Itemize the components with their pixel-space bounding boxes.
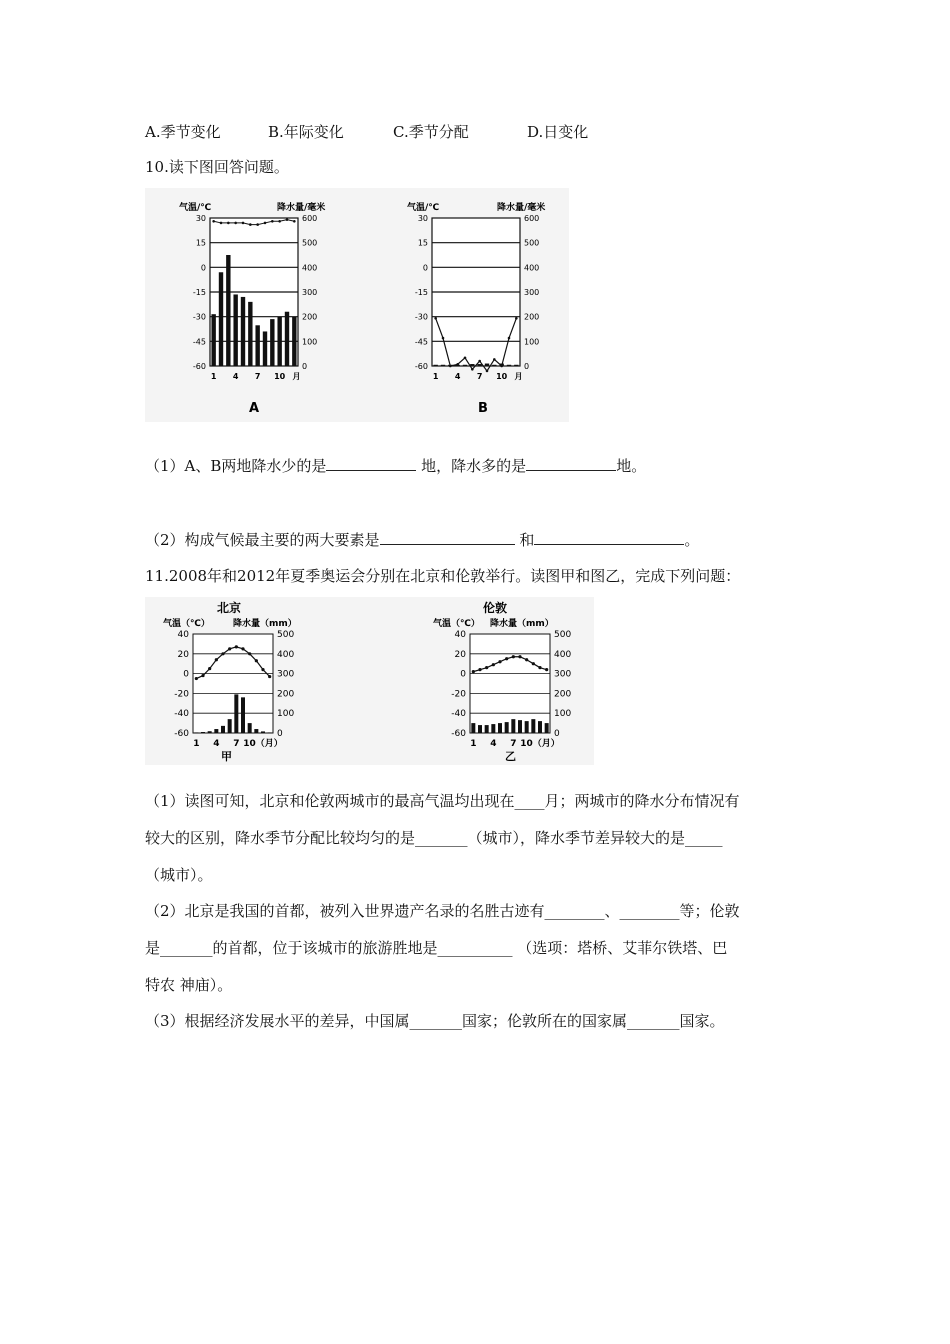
temperature-point xyxy=(215,658,218,661)
temperature-point xyxy=(456,363,459,366)
right-tick-label: 300 xyxy=(554,669,572,680)
precip-bar xyxy=(478,725,482,733)
chart-jia xyxy=(163,600,297,763)
left-tick-label: -15 xyxy=(192,288,206,297)
left-tick-label: -60 xyxy=(451,729,466,739)
x-tick-label: 7 xyxy=(254,372,261,381)
precip-bar xyxy=(511,719,515,733)
temperature-point xyxy=(532,662,535,665)
q11-stem: 11.2008年和2012年夏季奥运会分别在北京和伦敦举行。读图甲和图乙，完成下列问题： xyxy=(145,567,741,585)
temperature-point xyxy=(449,365,452,368)
temperature-point xyxy=(255,659,258,662)
left-tick-label: 0 xyxy=(200,263,206,273)
q11-p2-line3: 特农 神庙）。 xyxy=(145,976,233,994)
temperature-point xyxy=(525,658,528,661)
chart-a-right-axis-label: 降水量/毫米 xyxy=(277,203,326,213)
option-d: D.日变化 xyxy=(527,123,589,141)
precip-bar xyxy=(263,331,267,366)
left-tick-label: 0 xyxy=(460,669,466,680)
chart-yi xyxy=(433,600,571,763)
left-tick-label: 15 xyxy=(195,238,206,248)
left-tick-label: 40 xyxy=(454,630,466,640)
precip-bar xyxy=(525,721,529,733)
q10-stem: 10.读下图回答问题。 xyxy=(145,158,289,176)
left-tick-label: -30 xyxy=(192,312,206,322)
right-tick-label: 500 xyxy=(277,630,295,640)
right-tick-label: 200 xyxy=(554,689,572,700)
temperature-point xyxy=(261,668,264,671)
temperature-point xyxy=(271,220,274,223)
q10-figure xyxy=(145,188,569,422)
right-tick-label: 300 xyxy=(302,288,318,297)
chart-b xyxy=(407,201,545,416)
right-tick-label: 200 xyxy=(277,689,295,700)
left-tick-label: 30 xyxy=(195,214,206,223)
left-tick-label: 20 xyxy=(177,649,189,660)
x-tick-label: 4 xyxy=(454,372,461,381)
precip-bar xyxy=(233,294,237,366)
precip-bar xyxy=(277,317,281,366)
precip-bar xyxy=(268,732,272,733)
temperature-point xyxy=(195,677,198,680)
temperature-point xyxy=(515,317,518,320)
q11-p1-line2: 较大的区别，降水季节分配比较均匀的是_______（城市），降水季节差异较大的是_____ xyxy=(145,829,723,847)
left-tick-label: -15 xyxy=(414,288,428,297)
right-tick-label: 0 xyxy=(524,362,530,371)
x-tick-label: 10（月） xyxy=(520,739,560,749)
temperature-point xyxy=(485,666,488,669)
temperature-point xyxy=(241,647,244,650)
temperature-point xyxy=(492,663,495,666)
q11-p2-line1: （2）北京是我国的首都，被列入世界遗产名录的名胜古迹有________、________等；伦敦 xyxy=(145,902,740,920)
temperature-point xyxy=(498,660,501,663)
temperature-point xyxy=(478,668,481,671)
temperature-point xyxy=(286,218,289,221)
temperature-point xyxy=(235,645,238,648)
right-tick-label: 400 xyxy=(277,649,295,660)
chart-yi-right-axis-label: 降水量（mm） xyxy=(490,619,554,629)
q10-sub2-text-c: 。 xyxy=(684,531,700,549)
temperature-point xyxy=(505,657,508,660)
temperature-point xyxy=(221,652,224,655)
precip-bar xyxy=(463,365,467,366)
q11-charts-svg xyxy=(145,597,594,765)
precip-bar xyxy=(492,365,496,366)
x-tick-label: 7 xyxy=(233,739,240,749)
right-tick-label: 100 xyxy=(277,709,295,720)
precip-bar xyxy=(201,732,205,733)
precip-bar xyxy=(208,731,212,733)
temperature-point xyxy=(212,220,215,223)
right-tick-label: 400 xyxy=(524,263,540,273)
left-tick-label: -45 xyxy=(414,337,428,347)
temperature-point xyxy=(486,370,489,373)
left-tick-label: -20 xyxy=(174,689,189,700)
x-tick-label: 月 xyxy=(292,372,301,381)
precip-bar xyxy=(538,721,542,733)
temperature-point xyxy=(208,667,211,670)
x-tick-label: 1 xyxy=(193,739,200,749)
chart-a-left-axis-label: 气温/℃ xyxy=(179,203,212,213)
temperature-point xyxy=(538,666,541,669)
left-tick-label: -40 xyxy=(174,709,189,720)
option-b: B.年际变化 xyxy=(268,123,344,141)
left-tick-label: 20 xyxy=(454,649,466,660)
q10-sub2-blank-2[interactable] xyxy=(534,530,684,545)
chart-b-right-axis-label: 降水量/毫米 xyxy=(497,203,546,213)
right-tick-label: 0 xyxy=(554,729,560,739)
x-tick-label: 1 xyxy=(210,372,217,381)
left-tick-label: 0 xyxy=(183,669,189,680)
left-tick-label: -40 xyxy=(451,709,466,720)
left-tick-label: 40 xyxy=(177,630,189,640)
left-tick-label: 15 xyxy=(417,238,428,248)
right-tick-label: 400 xyxy=(554,649,572,660)
q10-charts-svg xyxy=(145,188,569,422)
precip-bar xyxy=(270,319,274,366)
temperature-point xyxy=(512,655,515,658)
right-tick-label: 100 xyxy=(524,337,540,347)
precip-bar xyxy=(471,723,475,733)
q11-p1-line1: （1）读图可知，北京和伦敦两城市的最高气温均出现在____月；两城市的降水分布情况有 xyxy=(145,792,740,810)
q11-p2-line2: 是_______的首都，位于该城市的旅游胜地是__________ （选项：塔桥、艾菲尔铁塔、巴 xyxy=(145,939,728,957)
precip-bar xyxy=(531,719,535,733)
precip-bar xyxy=(518,720,522,733)
left-tick-label: 0 xyxy=(422,263,428,273)
precip-bar xyxy=(433,365,437,366)
precip-bar xyxy=(221,726,225,733)
precip-bar xyxy=(441,365,445,366)
chart-a-label: A xyxy=(249,401,260,416)
right-tick-label: 300 xyxy=(277,669,295,680)
precip-bar xyxy=(545,723,549,733)
option-a: A.季节变化 xyxy=(145,123,221,141)
chart-yi-plot-frame xyxy=(470,634,550,733)
right-tick-label: 100 xyxy=(302,337,318,347)
temperature-point xyxy=(228,647,231,650)
precip-bar xyxy=(285,312,289,366)
temperature-point xyxy=(508,337,511,340)
temperature-point xyxy=(256,223,259,226)
precip-bar xyxy=(292,317,296,366)
chart-jia-right-axis-label: 降水量（mm） xyxy=(233,619,297,629)
left-tick-label: -60 xyxy=(174,729,189,739)
q10-sub1 xyxy=(145,455,646,476)
q10-sub1-blank-1[interactable] xyxy=(326,456,416,471)
q10-sub2-blank-1[interactable] xyxy=(380,530,515,545)
right-tick-label: 400 xyxy=(302,263,318,273)
right-tick-label: 0 xyxy=(302,362,308,371)
precip-bar xyxy=(255,325,259,366)
right-tick-label: 200 xyxy=(524,312,540,322)
temperature-point xyxy=(264,222,267,225)
temperature-point xyxy=(293,220,296,223)
left-tick-label: -60 xyxy=(414,362,428,371)
precip-bar xyxy=(498,723,502,733)
left-tick-label: -30 xyxy=(414,312,428,322)
right-tick-label: 0 xyxy=(277,729,283,739)
x-tick-label: 1 xyxy=(432,372,439,381)
temperature-point xyxy=(220,222,223,225)
precip-bar xyxy=(261,731,265,733)
x-tick-label: 10 xyxy=(496,372,508,381)
chart-jia-caption: 甲 xyxy=(221,750,232,763)
temperature-point xyxy=(249,223,252,226)
precip-bar xyxy=(507,365,511,366)
temperature-point xyxy=(268,675,271,678)
left-tick-label: -45 xyxy=(192,337,206,347)
right-tick-label: 100 xyxy=(554,709,572,720)
chart-b-label: B xyxy=(478,401,488,416)
right-tick-label: 500 xyxy=(524,238,540,248)
precip-bar xyxy=(241,697,245,733)
left-tick-label: -60 xyxy=(192,362,206,371)
temperature-point xyxy=(234,222,237,225)
precip-bar xyxy=(514,365,518,366)
temperature-point xyxy=(493,358,496,361)
temperature-point xyxy=(434,317,437,320)
precip-bar xyxy=(485,364,489,366)
temperature-point xyxy=(472,670,475,673)
temperature-point xyxy=(478,360,481,363)
x-tick-label: 4 xyxy=(490,739,497,749)
temperature-point xyxy=(500,365,503,368)
precip-bar xyxy=(254,729,258,733)
q10-sub2-text-a: （2）构成气候最主要的两大要素是 xyxy=(145,531,380,549)
q11-figure xyxy=(145,597,594,765)
chart-yi-left-axis-label: 气温（℃） xyxy=(433,619,480,629)
temperature-point xyxy=(248,652,251,655)
right-tick-label: 300 xyxy=(524,288,540,297)
temperature-point xyxy=(442,337,445,340)
x-tick-label: 4 xyxy=(213,739,220,749)
precip-bar xyxy=(194,732,198,733)
q10-sub1-text-b: 地，降水多的是 xyxy=(416,457,527,475)
x-tick-label: 10（月） xyxy=(243,739,283,749)
q10-sub1-text-c: 地。 xyxy=(616,457,647,475)
precip-bar xyxy=(505,722,509,733)
temperature-point xyxy=(464,356,467,359)
temperature-point xyxy=(201,674,204,677)
chart-jia-plot-frame xyxy=(193,634,273,733)
q10-sub1-text-a: （1）A、B两地降水少的是 xyxy=(145,457,327,475)
temperature-point xyxy=(227,222,230,225)
precip-bar xyxy=(241,297,245,366)
temperature-point xyxy=(471,368,474,371)
temperature-point xyxy=(242,222,245,225)
precip-bar xyxy=(485,725,489,733)
option-c: C.季节分配 xyxy=(393,123,469,141)
precip-bar xyxy=(226,255,230,366)
q10-sub2-text-b: 和 xyxy=(514,531,535,549)
q10-sub1-blank-2[interactable] xyxy=(526,456,616,471)
precip-bar xyxy=(248,302,252,366)
right-tick-label: 200 xyxy=(302,312,318,322)
x-tick-label: 7 xyxy=(510,739,517,749)
precip-bar xyxy=(234,694,238,733)
q11-p1-line3: （城市）。 xyxy=(145,866,213,884)
q11-p3: （3）根据经济发展水平的差异，中国属_______国家；伦敦所在的国家属_______国家。 xyxy=(145,1012,725,1030)
precip-bar xyxy=(470,364,474,366)
right-tick-label: 600 xyxy=(524,214,540,223)
precip-bar xyxy=(228,719,232,733)
chart-jia-title: 北京 xyxy=(217,601,242,615)
right-tick-label: 500 xyxy=(554,630,572,640)
chart-yi-title: 伦敦 xyxy=(483,601,508,615)
x-tick-label: 7 xyxy=(476,372,483,381)
left-tick-label: 30 xyxy=(417,214,428,223)
precip-bar xyxy=(491,724,495,733)
precip-bar xyxy=(211,314,215,366)
temperature-point xyxy=(545,668,548,671)
q10-sub2 xyxy=(145,529,699,550)
chart-b-left-axis-label: 气温/℃ xyxy=(407,203,440,213)
temperature-point xyxy=(278,220,281,223)
chart-jia-left-axis-label: 气温（℃） xyxy=(163,619,210,629)
right-tick-label: 500 xyxy=(302,238,318,248)
chart-a xyxy=(179,201,325,416)
precip-bar xyxy=(214,729,218,733)
right-tick-label: 600 xyxy=(302,214,318,223)
x-tick-label: 10 xyxy=(274,372,286,381)
temperature-point xyxy=(518,655,521,658)
precip-bar xyxy=(219,272,223,366)
chart-yi-caption: 乙 xyxy=(505,750,516,763)
precip-bar xyxy=(248,723,252,733)
x-tick-label: 1 xyxy=(470,739,477,749)
precip-bar xyxy=(477,364,481,366)
x-tick-label: 月 xyxy=(514,372,523,381)
left-tick-label: -20 xyxy=(451,689,466,700)
x-tick-label: 4 xyxy=(232,372,239,381)
